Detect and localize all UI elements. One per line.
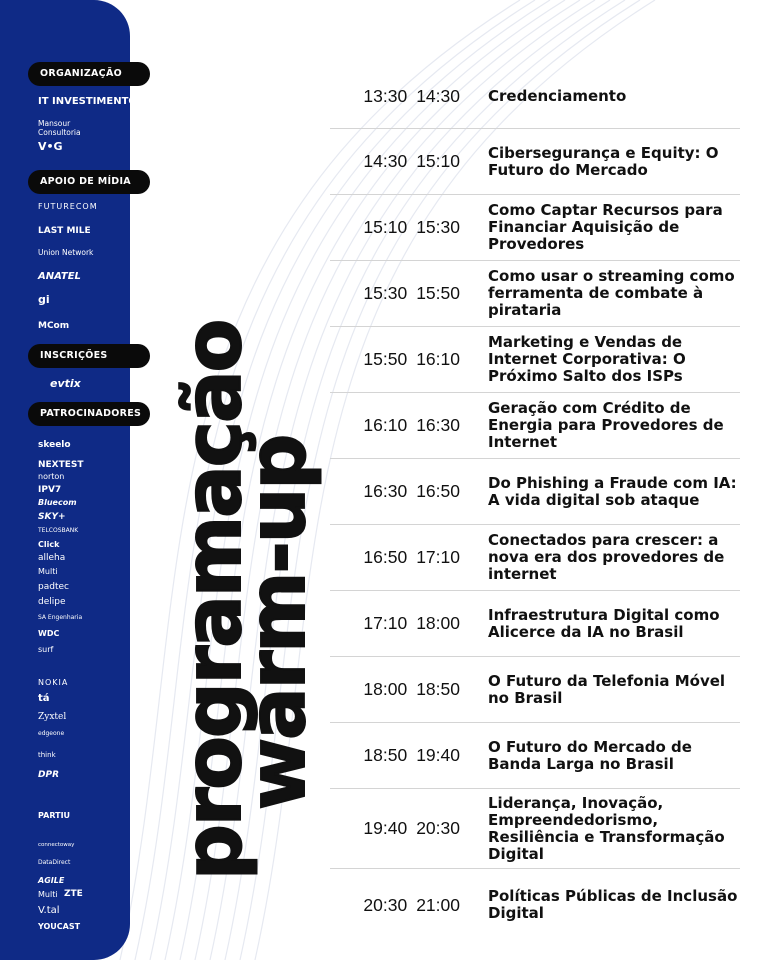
end-time: 20:30 bbox=[416, 818, 460, 838]
section-pill-apoio: APOIO DE MÍDIA bbox=[28, 170, 150, 194]
talk-title: Políticas Públicas de Inclusão Digital bbox=[488, 887, 738, 922]
end-time: 14:30 bbox=[416, 85, 460, 106]
title-line-1: programação bbox=[169, 320, 259, 880]
logo-gi: gi bbox=[38, 293, 50, 306]
logo-anatel: ANATEL bbox=[38, 271, 81, 282]
time-range bbox=[330, 895, 480, 916]
start-time: 16:50 bbox=[363, 547, 408, 567]
schedule-row bbox=[330, 459, 740, 525]
end-time: 18:50 bbox=[416, 679, 460, 699]
end-time: 16:10 bbox=[416, 349, 460, 369]
time-range bbox=[330, 86, 480, 107]
logo-it-investimentos: IT INVESTIMENTOS bbox=[38, 96, 145, 107]
logo-skeelo: skeelo bbox=[38, 440, 71, 450]
time-range bbox=[330, 415, 480, 436]
schedule-row bbox=[330, 723, 740, 789]
time-range bbox=[330, 217, 480, 238]
section-pill-organizacao: ORGANIZAÇÃO bbox=[28, 62, 150, 86]
time-range bbox=[330, 151, 480, 172]
talk-title: Geração com Crédito de Energia para Provedores de Internet bbox=[488, 399, 724, 451]
end-time: 19:40 bbox=[416, 745, 460, 765]
end-time: 15:50 bbox=[416, 283, 460, 303]
logo-multi-2: Multi bbox=[38, 890, 58, 899]
logo-union-network: Union Network bbox=[38, 248, 94, 257]
logo-multi: Multi bbox=[38, 567, 58, 576]
end-time: 16:50 bbox=[416, 481, 460, 501]
schedule-row bbox=[330, 261, 740, 327]
talk-title: Como Captar Recursos para Financiar Aquisição de Provedores bbox=[488, 201, 723, 253]
logo-nokia: NOKIA bbox=[38, 678, 69, 687]
start-time: 20:30 bbox=[363, 894, 408, 915]
start-time: 17:10 bbox=[363, 613, 408, 633]
schedule-row bbox=[330, 195, 740, 261]
logo-telcosbank: TELCOSBANK bbox=[38, 527, 79, 534]
end-time: 15:30 bbox=[416, 217, 460, 237]
time-range bbox=[330, 283, 480, 304]
logo-youcast: YOUCAST bbox=[38, 922, 81, 931]
logo-sky: SKY+ bbox=[38, 512, 66, 522]
logo-edgeone: edgeone bbox=[38, 730, 65, 737]
time-range bbox=[330, 547, 480, 568]
logo-padtec: padtec bbox=[38, 582, 69, 592]
section-pill-patrocinadores: PATROCINADORES bbox=[28, 402, 150, 426]
logo-agile: AGILE bbox=[38, 876, 65, 885]
logo-nextest: NEXTEST bbox=[38, 460, 84, 470]
title-line-2: warm-up bbox=[233, 435, 323, 810]
logo-alleha: alleha bbox=[38, 553, 66, 563]
start-time: 14:30 bbox=[363, 151, 408, 171]
logo-ta: tá bbox=[38, 693, 50, 704]
talk-title: O Futuro do Mercado de Banda Larga no Brasil bbox=[488, 737, 692, 773]
logo-mcom: MCom bbox=[38, 321, 70, 331]
start-time: 16:10 bbox=[363, 415, 408, 435]
logo-delipe: delipe bbox=[38, 597, 66, 607]
talk-title: Cibersegurança e Equity: O Futuro do Mercado bbox=[488, 143, 719, 179]
talk-title: Do Phishing a Fraude com IA: A vida digital sob ataque bbox=[488, 473, 737, 509]
schedule-row bbox=[330, 129, 740, 195]
schedule-row bbox=[330, 525, 740, 591]
time-range bbox=[330, 613, 480, 634]
logo-think: think bbox=[38, 751, 56, 759]
end-time: 18:00 bbox=[416, 613, 460, 633]
end-time: 15:10 bbox=[416, 151, 460, 171]
logo-datadirect: DataDirect bbox=[38, 859, 71, 866]
schedule-row bbox=[330, 327, 740, 393]
time-range bbox=[330, 745, 480, 766]
logo-surf: surf bbox=[38, 645, 54, 654]
logo-futurecom: FUTURECOM bbox=[38, 202, 98, 211]
time-range bbox=[330, 818, 480, 839]
end-time: 21:00 bbox=[416, 894, 460, 915]
logo-last-mile: LAST MILE bbox=[38, 226, 91, 236]
schedule-row bbox=[330, 393, 740, 459]
start-time: 15:50 bbox=[363, 349, 408, 369]
talk-title: Como usar o streaming como ferramenta de combate à pirataria bbox=[488, 267, 735, 319]
section-pill-inscricoes: INSCRIÇÕES bbox=[28, 344, 150, 368]
logo-wdc: WDC bbox=[38, 629, 60, 638]
schedule-list bbox=[330, 64, 740, 941]
time-range bbox=[330, 679, 480, 700]
schedule-row bbox=[330, 789, 740, 869]
logo-vg: V•G bbox=[38, 140, 63, 153]
logo-bluecom: Bluecom bbox=[38, 498, 77, 507]
talk-title: Infraestrutura Digital como Alicerce da IA no Brasil bbox=[488, 605, 720, 641]
logo-sa-engenharia: SA Engenharia bbox=[38, 614, 83, 621]
logo-click: Click bbox=[38, 540, 60, 549]
logo-zte: ZTE bbox=[64, 889, 83, 899]
page-title bbox=[169, 200, 323, 880]
start-time: 13:30 bbox=[363, 85, 408, 106]
end-time: 17:10 bbox=[416, 547, 460, 567]
end-time: 16:30 bbox=[416, 415, 460, 435]
logo-partiu: PARTIU bbox=[38, 811, 71, 820]
start-time: 15:10 bbox=[363, 217, 408, 237]
schedule-row bbox=[330, 64, 740, 129]
talk-title: Conectados para crescer: a nova era dos provedores de internet bbox=[488, 531, 725, 583]
logo-mansour: Mansour Consultoria bbox=[38, 119, 81, 137]
talk-title: Credenciamento bbox=[488, 86, 627, 105]
logo-norton: norton bbox=[38, 472, 65, 481]
start-time: 19:40 bbox=[363, 818, 408, 838]
time-range bbox=[330, 349, 480, 370]
time-range bbox=[330, 481, 480, 502]
logo-vtal: V.tal bbox=[38, 905, 60, 916]
schedule-row bbox=[330, 869, 740, 941]
talk-title: Liderança, Inovação, Empreendedorismo, Resiliência e Transformação Digital bbox=[488, 793, 725, 863]
sidebar bbox=[0, 0, 145, 960]
start-time: 16:30 bbox=[363, 481, 408, 501]
schedule-row bbox=[330, 657, 740, 723]
start-time: 18:50 bbox=[363, 745, 408, 765]
talk-title: Marketing e Vendas de Internet Corporativa: O Próximo Salto dos ISPs bbox=[488, 333, 686, 385]
talk-title: O Futuro da Telefonia Móvel no Brasil bbox=[488, 671, 726, 707]
start-time: 15:30 bbox=[363, 283, 408, 303]
start-time: 18:00 bbox=[363, 679, 408, 699]
logo-dpr: DPR bbox=[38, 770, 59, 780]
logo-ipv7: IPV7 bbox=[38, 485, 62, 495]
logo-zyxtel: Zyxtel bbox=[38, 712, 67, 722]
schedule-row bbox=[330, 591, 740, 657]
logo-evtix: evtix bbox=[50, 377, 81, 390]
logo-connectoway: connectoway bbox=[38, 842, 75, 848]
